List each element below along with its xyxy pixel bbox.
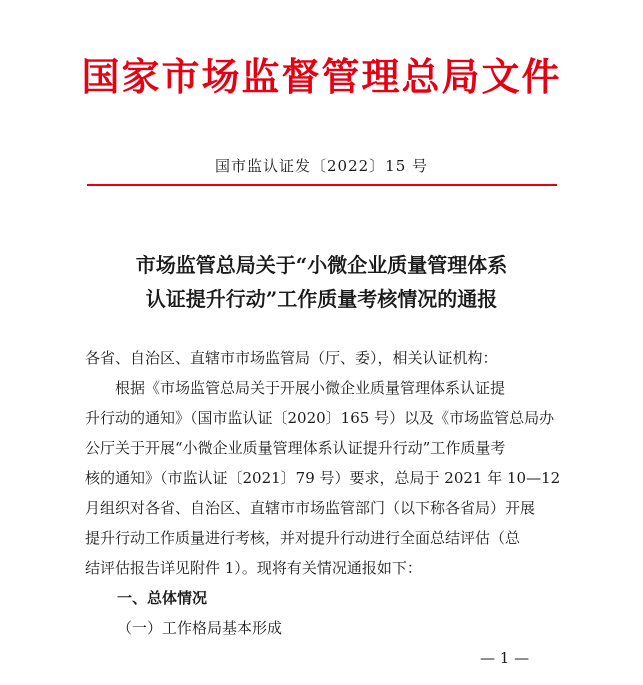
paragraph-line: 提升行动工作质量进行考核，并对提升行动进行全面总结评估（总 [85,529,521,547]
paragraph-line: 月组织对各省、自治区、直辖市市场监管部门（以下称各省局）开展 [85,499,536,517]
paragraph-line: 核的通知》（市监认证〔2021〕79 号）要求，总局于 2021 年 10—12 [85,469,561,487]
red-divider-rule [87,184,557,186]
document-title-line-1: 市场监管总局关于“小微企业质量管理体系 [135,253,508,277]
issuer-header: 国家市场监督管理总局文件 [81,54,562,99]
section-heading: 一、总体情况 [117,589,208,607]
paragraph-line: 根据《市场监管总局关于开展小微企业质量管理体系认证提 [85,379,506,397]
salutation: 各省、自治区、直辖市市场监管局（厅、委），相关认证机构： [85,349,498,367]
paragraph-line: 结评估报告详见附件 1）。现将有关情况通报如下： [85,559,422,577]
document-title-line-2: 认证提升行动”工作质量考核情况的通报 [145,287,498,311]
subsection-heading: （一）工作格局基本形成 [117,619,283,637]
document-number: 国市监认证发〔2022〕15 号 [214,157,429,175]
paragraph-line: 升行动的通知》（国市监认证〔2020〕165 号）以及《市场监管总局办 [85,409,555,427]
page-number: — 1 — [480,649,530,667]
paragraph-line: 公厅关于开展“小微企业质量管理体系认证提升行动”工作质量考 [85,439,506,457]
